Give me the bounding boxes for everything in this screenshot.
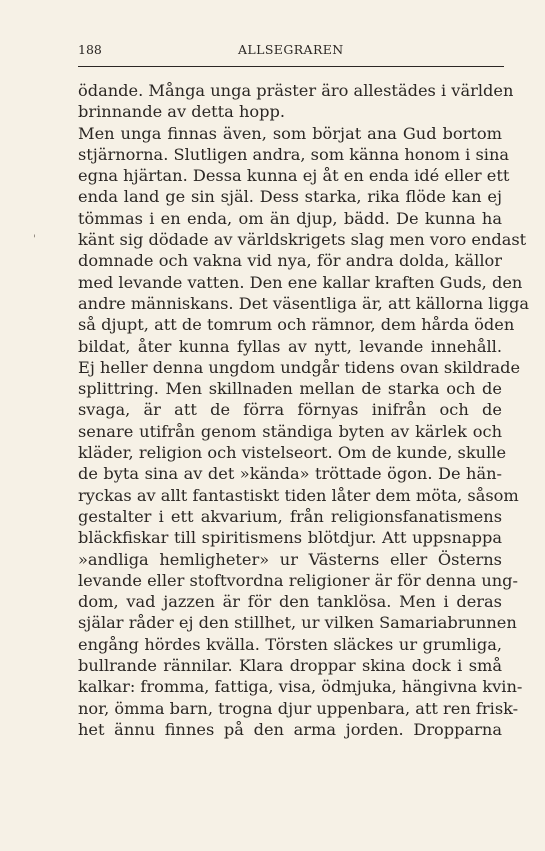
text-line: egna hjärtan. Dessa kunna ej åt en enda idé eller ett — [78, 166, 510, 186]
text-line: Men unga finnas även, som börjat ana Gud bortom — [78, 123, 502, 143]
running-head: ALLSEGRAREN — [238, 42, 344, 57]
text-line: gestalter i ett akvarium, från religionsfanatismens — [78, 506, 502, 526]
text-line: andre människans. Det väsentliga är, att källorna ligga — [78, 293, 530, 313]
text-line: brinnande av detta hopp. — [78, 102, 286, 122]
text-line: bläckfiskar till spiritismens blötdjur. Att uppsnappa — [78, 528, 502, 548]
text-line: så djupt, att de tomrum och rämnor, dem hårda öden — [78, 315, 515, 335]
text-line: senare utifrån genom ständiga byten av kärlek och — [78, 421, 502, 441]
page-number: 188 — [78, 42, 102, 57]
text-line: svaga, är att de förra förnyas inifrån och de — [78, 400, 502, 420]
page-header — [78, 42, 504, 64]
text-line: Ej heller denna ungdom undgår tidens ovan skildrade — [78, 357, 521, 377]
body-text — [78, 80, 530, 740]
text-line: nor, ömma barn, trogna djur uppenbara, att ren frisk- — [78, 698, 519, 718]
text-line: bullrande rännilar. Klara droppar skina dock i små — [78, 656, 502, 676]
text-line: het ännu finnes på den arma jorden. Dropparna — [78, 719, 502, 739]
text-line: »andliga hemligheter» ur Västerns eller Österns — [78, 549, 502, 569]
text-line: tömmas i en enda, om än djup, bädd. De kunna ha — [78, 208, 502, 228]
text-line: ödande. Många unga präster äro allestädes i världen — [78, 81, 514, 100]
text-line: själar råder ej den stillhet, ur vilken Samariabrunnen — [78, 613, 517, 633]
margin-mark: ' — [33, 234, 36, 245]
text-line: kalkar: fromma, fattiga, visa, ödmjuka, hängivna kvin- — [78, 677, 523, 697]
text-line: splittring. Men skillnaden mellan de starka och de — [78, 379, 502, 399]
header-rule — [78, 66, 504, 67]
text-line: stjärnorna. Slutligen andra, som känna honom i sina — [78, 144, 510, 164]
text-line: dom, vad jazzen är för den tanklösa. Men i deras — [78, 592, 502, 612]
text-line: enda land ge sin själ. Dess starka, rika flöde kan ej — [78, 187, 502, 207]
text-line: kläder, religion och vistelseort. Om de kunde, skulle — [78, 443, 507, 463]
text-line: engång hördes kvälla. Törsten släckes ur grumliga, — [78, 634, 502, 654]
text-line: levande eller stoftvordna religioner är för denna ung- — [78, 570, 519, 590]
text-line: bildat, åter kunna fyllas av nytt, levande innehåll. — [78, 336, 502, 356]
text-line: känt sig dödade av världskrigets slag men voro endast — [78, 230, 527, 250]
text-line: de byta sina av det »kända» tröttade ögon. De hän- — [78, 464, 502, 484]
text-line: ryckas av allt fantastiskt tiden låter dem möta, såsom — [78, 485, 519, 505]
text-line: domnade och vakna vid nya, för andra dolda, källor — [78, 251, 502, 271]
text-line: med levande vatten. Den ene kallar kraften Guds, den — [78, 272, 523, 292]
